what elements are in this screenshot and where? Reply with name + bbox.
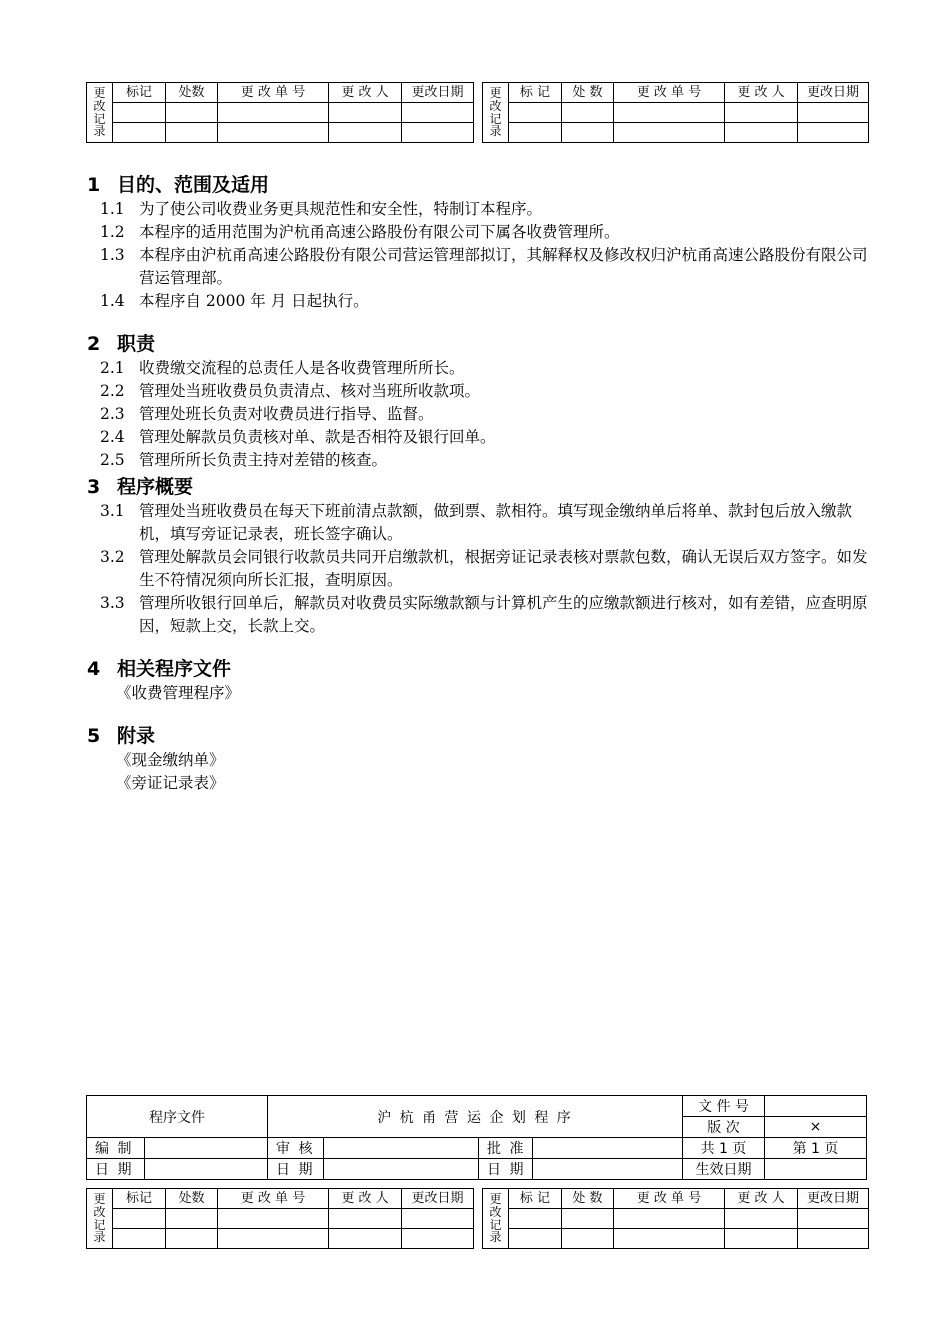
item-number: 3.3 bbox=[100, 594, 125, 612]
item-number: 2.4 bbox=[100, 428, 125, 446]
empty-cell bbox=[218, 103, 329, 123]
version-value: × bbox=[765, 1117, 867, 1138]
empty-cell bbox=[509, 1209, 562, 1229]
header-count: 处 数 bbox=[562, 83, 614, 103]
doc-title: 沪 杭 甬 营 运 企 划 程 序 bbox=[268, 1096, 683, 1138]
bottom-change-record-left bbox=[86, 1188, 474, 1249]
approve-value bbox=[533, 1138, 683, 1159]
section-appendix bbox=[87, 721, 877, 795]
approve-label: 批 准 bbox=[479, 1138, 533, 1159]
version-label: 版 次 bbox=[683, 1117, 765, 1138]
list-item bbox=[87, 290, 877, 313]
section-purpose bbox=[87, 170, 877, 313]
footer-title-block bbox=[86, 1095, 867, 1180]
header-change-date: 更改日期 bbox=[798, 1189, 869, 1209]
header-change-date: 更改日期 bbox=[402, 1189, 474, 1209]
empty-cell bbox=[329, 103, 402, 123]
section-number: 4 bbox=[87, 658, 101, 680]
list-item bbox=[87, 357, 877, 380]
top-change-record-left bbox=[86, 82, 474, 143]
header-change-no: 更 改 单 号 bbox=[218, 83, 329, 103]
item-number: 3.2 bbox=[100, 548, 125, 566]
section-number: 5 bbox=[87, 725, 101, 747]
header-change-no: 更 改 单 号 bbox=[614, 83, 725, 103]
empty-cell bbox=[725, 1229, 798, 1249]
item-number: 1.2 bbox=[100, 223, 125, 241]
item-number: 2.2 bbox=[100, 382, 125, 400]
item-number: 2.5 bbox=[100, 451, 125, 469]
page-number: 第 1 页 bbox=[765, 1138, 867, 1159]
item-number: 1.3 bbox=[100, 246, 125, 264]
item-text: 管理处解款员负责核对单、款是否相符及银行回单。 bbox=[139, 428, 496, 446]
header-change-no: 更 改 单 号 bbox=[614, 1189, 725, 1209]
empty-cell bbox=[113, 1229, 166, 1249]
empty-cell bbox=[509, 1229, 562, 1249]
header-change-no: 更 改 单 号 bbox=[218, 1189, 329, 1209]
empty-cell bbox=[402, 123, 474, 143]
empty-cell bbox=[218, 123, 329, 143]
edit-value bbox=[145, 1138, 268, 1159]
empty-cell bbox=[402, 1229, 474, 1249]
header-mark: 标 记 bbox=[509, 1189, 562, 1209]
item-number: 1.4 bbox=[100, 292, 125, 310]
item-text: 管理处当班收费员负责清点、核对当班所收款项。 bbox=[139, 382, 481, 400]
header-changer: 更 改 人 bbox=[329, 1189, 402, 1209]
header-change-date: 更改日期 bbox=[402, 83, 474, 103]
empty-cell bbox=[798, 103, 869, 123]
section-title bbox=[87, 654, 877, 682]
total-pages: 共 1 页 bbox=[683, 1138, 765, 1159]
header-mark: 标记 bbox=[113, 1189, 166, 1209]
list-item bbox=[87, 244, 877, 290]
empty-cell bbox=[509, 103, 562, 123]
empty-cell bbox=[329, 123, 402, 143]
header-count: 处数 bbox=[166, 83, 218, 103]
item-text: 本程序自 2000 年 月 日起执行。 bbox=[139, 292, 369, 310]
empty-cell bbox=[614, 103, 725, 123]
change-record-label: 更改记录 bbox=[483, 83, 509, 143]
header-changer: 更 改 人 bbox=[725, 83, 798, 103]
empty-cell bbox=[798, 123, 869, 143]
header-changer: 更 改 人 bbox=[725, 1189, 798, 1209]
section-heading: 职责 bbox=[117, 333, 156, 355]
header-mark: 标记 bbox=[113, 83, 166, 103]
list-item bbox=[87, 546, 877, 592]
list-item bbox=[87, 403, 877, 426]
empty-cell bbox=[329, 1229, 402, 1249]
section-title bbox=[87, 329, 877, 357]
empty-cell bbox=[562, 103, 614, 123]
empty-cell bbox=[402, 1209, 474, 1229]
empty-cell bbox=[329, 1209, 402, 1229]
item-text: 本程序的适用范围为沪杭甬高速公路股份有限公司下属各收费管理所。 bbox=[139, 223, 620, 241]
date-value bbox=[145, 1159, 268, 1180]
empty-cell bbox=[725, 123, 798, 143]
date-label: 日 期 bbox=[87, 1159, 145, 1180]
list-item bbox=[87, 221, 877, 244]
empty-cell bbox=[166, 1229, 218, 1249]
item-text: 管理所收银行回单后，解款员对收费员实际缴款额与计算机产生的应缴款额进行核对，如有差错，应查明原因，短款上交，长款上交。 bbox=[139, 594, 868, 635]
list-item bbox=[87, 380, 877, 403]
list-item bbox=[87, 500, 877, 546]
document-reference: 《现金缴纳单》 bbox=[116, 751, 225, 769]
header-count: 处 数 bbox=[562, 1189, 614, 1209]
empty-cell bbox=[725, 103, 798, 123]
bottom-change-record-right bbox=[482, 1188, 869, 1249]
doc-type: 程序文件 bbox=[87, 1096, 268, 1138]
item-text: 本程序由沪杭甬高速公路股份有限公司营运管理部拟订，其解释权及修改权归沪杭甬高速公路股份有限公司营运管理部。 bbox=[139, 246, 868, 287]
header-count: 处数 bbox=[166, 1189, 218, 1209]
section-heading: 程序概要 bbox=[117, 476, 194, 498]
document-reference: 《旁证记录表》 bbox=[116, 774, 225, 792]
effective-date-label: 生效日期 bbox=[683, 1159, 765, 1180]
date-value bbox=[533, 1159, 683, 1180]
date-value bbox=[324, 1159, 479, 1180]
document-reference: 《收费管理程序》 bbox=[116, 684, 241, 702]
item-number: 2.1 bbox=[100, 359, 125, 377]
header-change-date: 更改日期 bbox=[798, 83, 869, 103]
empty-cell bbox=[798, 1209, 869, 1229]
edit-label: 编 制 bbox=[87, 1138, 145, 1159]
header-changer: 更 改 人 bbox=[329, 83, 402, 103]
list-item bbox=[87, 198, 877, 221]
item-number: 1.1 bbox=[100, 200, 125, 218]
effective-date-value bbox=[765, 1159, 867, 1180]
empty-cell bbox=[166, 103, 218, 123]
item-text: 管理处班长负责对收费员进行指导、监督。 bbox=[139, 405, 434, 423]
empty-cell bbox=[113, 103, 166, 123]
item-text: 收费缴交流程的总责任人是各收费管理所所长。 bbox=[139, 359, 465, 377]
review-label: 审 核 bbox=[268, 1138, 324, 1159]
empty-cell bbox=[562, 1209, 614, 1229]
change-record-label: 更改记录 bbox=[87, 83, 113, 143]
empty-cell bbox=[113, 1209, 166, 1229]
empty-cell bbox=[614, 1209, 725, 1229]
item-number: 2.3 bbox=[100, 405, 125, 423]
section-related-docs bbox=[87, 654, 877, 705]
empty-cell bbox=[725, 1209, 798, 1229]
review-value bbox=[324, 1138, 479, 1159]
section-number: 2 bbox=[87, 333, 101, 355]
date-label: 日 期 bbox=[268, 1159, 324, 1180]
item-text: 管理处解款员会同银行收款员共同开启缴款机，根据旁证记录表核对票款包数，确认无误后双方签字。如发生不符情况须向所长汇报，查明原因。 bbox=[139, 548, 868, 589]
list-item bbox=[87, 426, 877, 449]
section-heading: 相关程序文件 bbox=[117, 658, 232, 680]
section-responsibilities bbox=[87, 329, 877, 472]
section-number: 3 bbox=[87, 476, 101, 498]
change-record-label: 更改记录 bbox=[483, 1189, 509, 1249]
item-number: 3.1 bbox=[100, 502, 125, 520]
change-record-label: 更改记录 bbox=[87, 1189, 113, 1249]
section-number: 1 bbox=[87, 174, 101, 196]
item-text: 管理所所长负责主持对差错的核查。 bbox=[139, 451, 388, 469]
empty-cell bbox=[166, 1209, 218, 1229]
item-text: 管理处当班收费员在每天下班前清点款额，做到票、款相符。填写现金缴纳单后将单、款封包后放入缴款机，填写旁证记录表，班长签字确认。 bbox=[139, 502, 853, 543]
document-body bbox=[87, 170, 877, 795]
section-title bbox=[87, 170, 877, 198]
empty-cell bbox=[614, 123, 725, 143]
header-mark: 标 记 bbox=[509, 83, 562, 103]
empty-cell bbox=[402, 103, 474, 123]
empty-cell bbox=[798, 1229, 869, 1249]
doc-no-value bbox=[765, 1096, 867, 1117]
empty-cell bbox=[218, 1229, 329, 1249]
empty-cell bbox=[562, 1229, 614, 1249]
section-heading: 目的、范围及适用 bbox=[117, 174, 270, 196]
doc-no-label: 文 件 号 bbox=[683, 1096, 765, 1117]
empty-cell bbox=[113, 123, 166, 143]
section-procedure-summary bbox=[87, 472, 877, 638]
empty-cell bbox=[509, 123, 562, 143]
empty-cell bbox=[166, 123, 218, 143]
section-title bbox=[87, 472, 877, 500]
item-text: 为了使公司收费业务更具规范性和安全性，特制订本程序。 bbox=[139, 200, 543, 218]
list-item bbox=[87, 449, 877, 472]
empty-cell bbox=[614, 1229, 725, 1249]
section-heading: 附录 bbox=[117, 725, 156, 747]
date-label: 日 期 bbox=[479, 1159, 533, 1180]
list-item bbox=[87, 592, 877, 638]
empty-cell bbox=[218, 1209, 329, 1229]
section-title bbox=[87, 721, 877, 749]
top-change-record-right bbox=[482, 82, 869, 143]
empty-cell bbox=[562, 123, 614, 143]
